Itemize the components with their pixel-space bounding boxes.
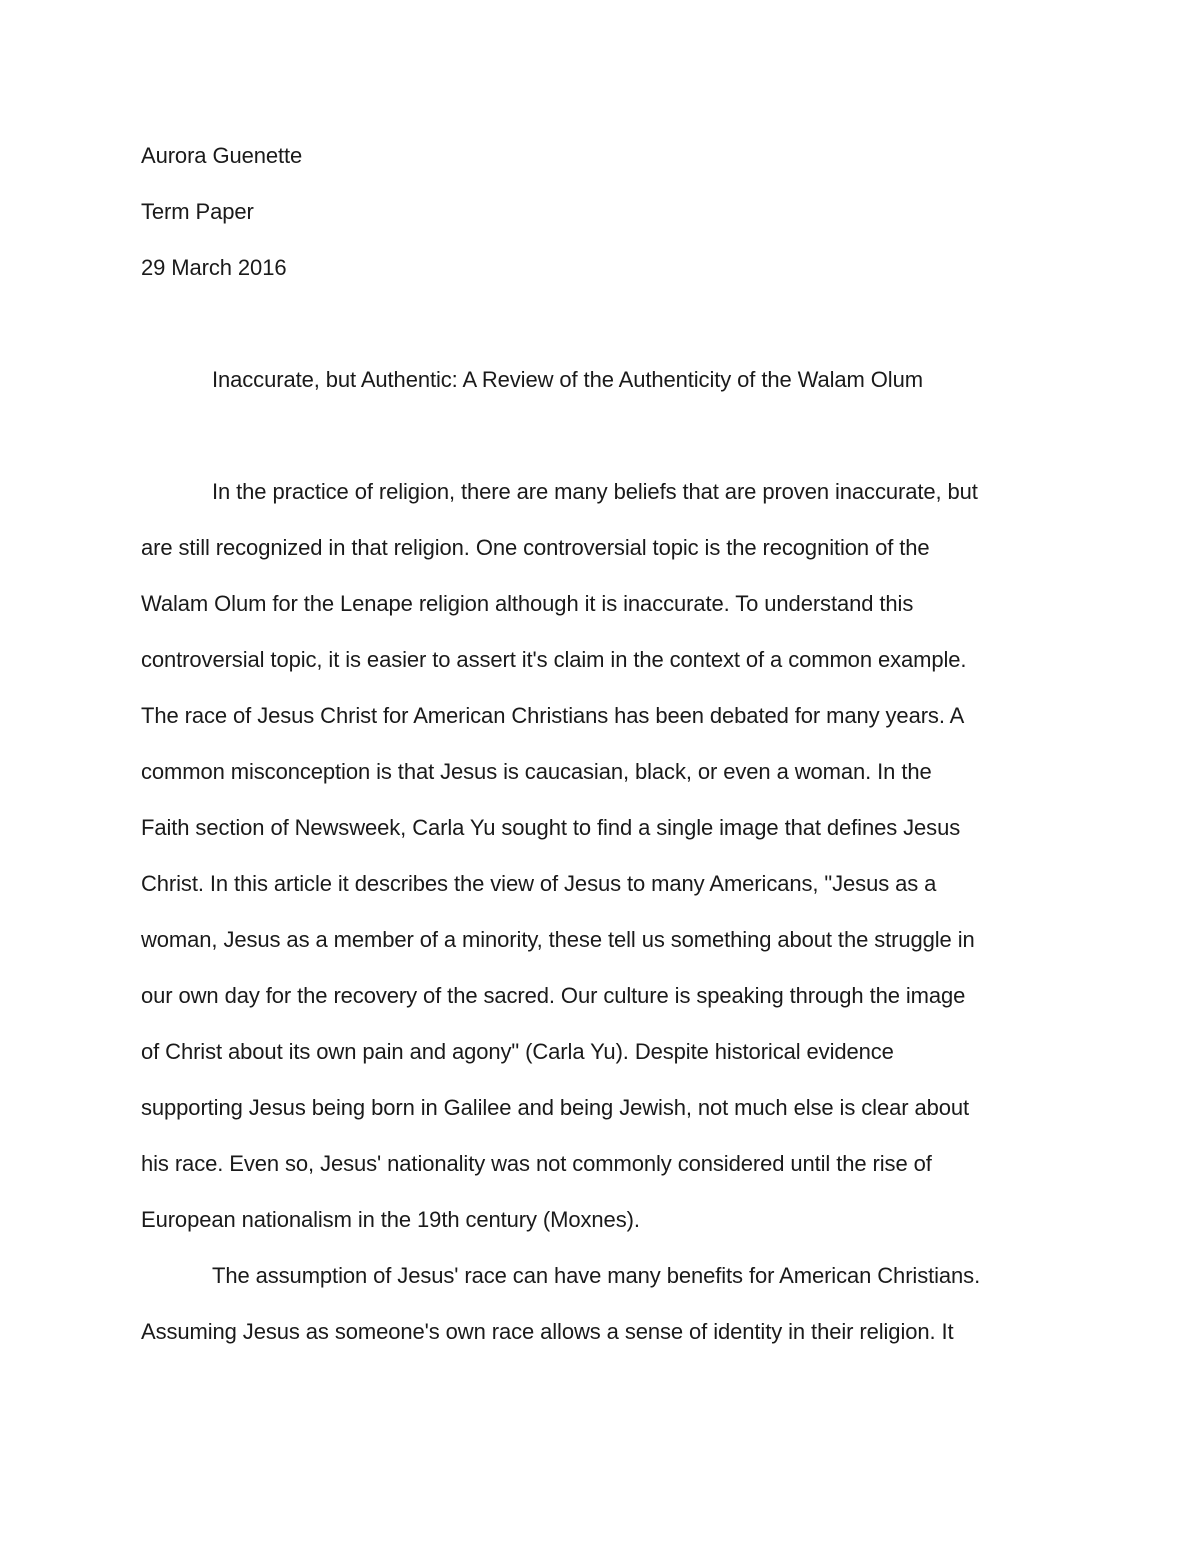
- body-line: Walam Olum for the Lenape religion although it is inaccurate. To understand this: [141, 591, 914, 616]
- body-line: are still recognized in that religion. One controversial topic is the recognition of the: [141, 535, 930, 560]
- body-line: Assuming Jesus as someone's own race allows a sense of identity in their religion. It: [141, 1319, 954, 1344]
- body-line: Faith section of Newsweek, Carla Yu sought to find a single image that defines Jesus: [141, 815, 961, 840]
- body-line: our own day for the recovery of the sacred. Our culture is speaking through the image: [141, 983, 966, 1008]
- body-line: European nationalism in the 19th century (Moxnes).: [141, 1207, 640, 1232]
- author-name: Aurora Guenette: [141, 143, 303, 168]
- body-line: The assumption of Jesus' race can have many benefits for American Christians.: [212, 1263, 981, 1288]
- body-line: Christ. In this article it describes the view of Jesus to many Americans, "Jesus as a: [141, 871, 937, 896]
- body-line: In the practice of religion, there are many beliefs that are proven inaccurate, but: [212, 479, 978, 504]
- body-line: controversial topic, it is easier to assert it's claim in the context of a common example.: [141, 647, 967, 672]
- body-line: his race. Even so, Jesus' nationality was not commonly considered until the rise of: [141, 1151, 932, 1176]
- paper-date: 29 March 2016: [141, 255, 287, 280]
- paper-title: Inaccurate, but Authentic: A Review of the Authenticity of the Walam Olum: [212, 367, 923, 392]
- body-line: common misconception is that Jesus is caucasian, black, or even a woman. In the: [141, 759, 932, 784]
- assignment-label: Term Paper: [141, 199, 254, 224]
- body-line: of Christ about its own pain and agony" (Carla Yu). Despite historical evidence: [141, 1039, 894, 1064]
- body-line: supporting Jesus being born in Galilee and being Jewish, not much else is clear about: [141, 1095, 970, 1120]
- body-line: The race of Jesus Christ for American Christians has been debated for many years. A: [141, 703, 965, 728]
- body-line: woman, Jesus as a member of a minority, these tell us something about the struggle in: [141, 927, 975, 952]
